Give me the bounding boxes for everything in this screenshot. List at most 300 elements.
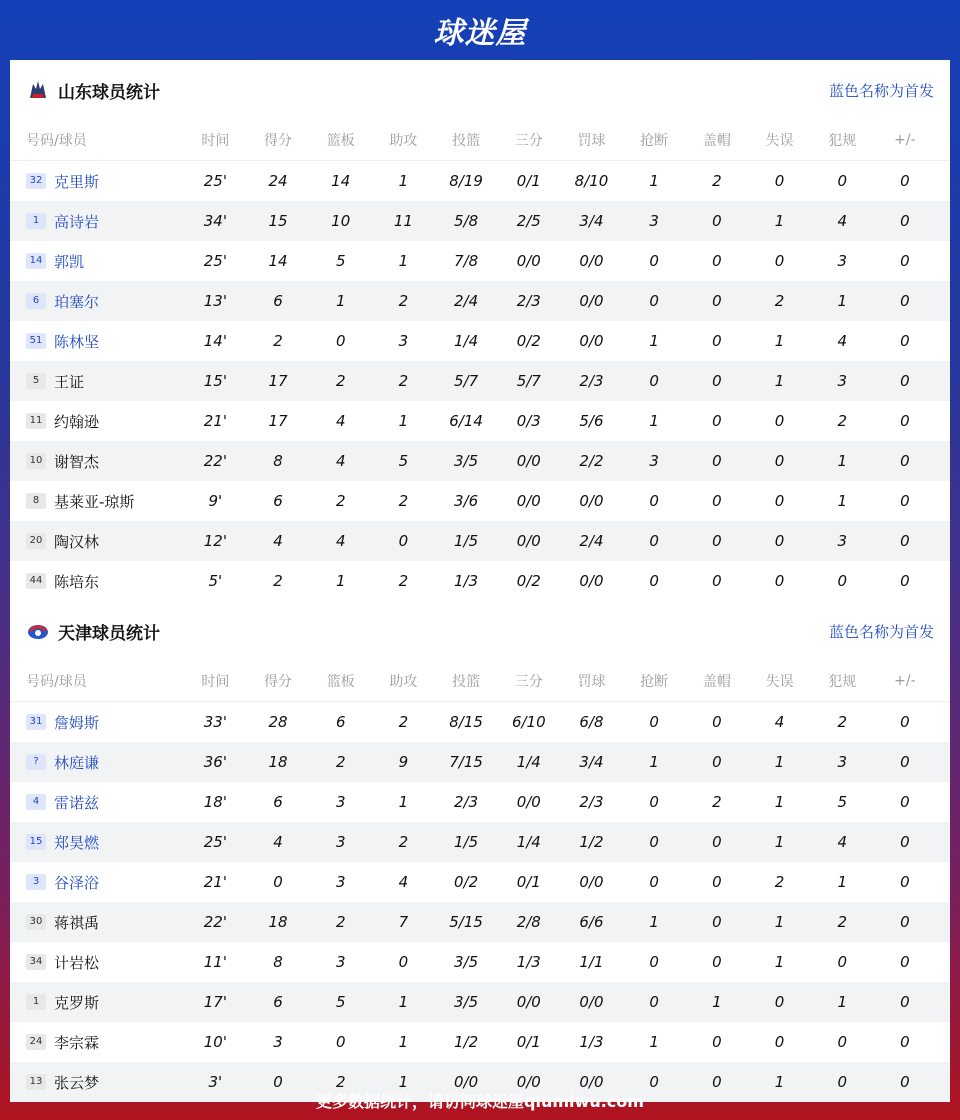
stat-cell: 0 (712, 873, 722, 891)
player-cell (10, 1032, 184, 1053)
stat-cell: 6 (335, 713, 346, 731)
jersey-number: 10 (26, 453, 46, 469)
stat-cell: 25' (203, 833, 227, 851)
stat-cell: 0 (774, 412, 785, 430)
stat-cell: 1/3 (579, 1033, 604, 1051)
stat-cell: 0 (649, 1073, 659, 1091)
stat-cell: 0/0 (516, 993, 541, 1011)
stat-cell: 1 (774, 332, 785, 350)
stat-cell: 2 (398, 372, 409, 390)
stat-cell: 1 (398, 412, 409, 430)
stat-cell: 0 (900, 873, 910, 891)
stat-cell: 0 (900, 212, 910, 230)
player-cell (10, 712, 184, 733)
player-name: 陈培东 (54, 572, 100, 591)
stat-cell: 0 (712, 292, 722, 310)
player-cell (10, 371, 184, 392)
stat-cell: 0/1 (516, 172, 541, 190)
stat-cell: 5 (398, 452, 409, 470)
stat-cell: 24 (268, 172, 288, 190)
player-row (10, 201, 950, 241)
player-cell (10, 531, 184, 552)
column-header: 失误 (765, 133, 794, 149)
stat-cell: 3 (335, 793, 346, 811)
column-header: 助攻 (389, 133, 418, 149)
stat-cell: 9 (398, 753, 409, 771)
stat-cell: 3 (837, 532, 847, 550)
column-header: 三分 (514, 674, 543, 690)
stat-cell: 0 (900, 332, 910, 350)
stat-cell: 3/4 (579, 753, 604, 771)
stat-cell: 6/10 (511, 713, 546, 731)
stat-cell: 25' (203, 172, 227, 190)
stat-cell: 0 (712, 713, 722, 731)
stat-cell: 1/3 (516, 953, 541, 971)
stat-cell: 8/19 (449, 172, 483, 190)
stat-cell: 0 (398, 532, 409, 550)
stat-cell: 2 (837, 913, 847, 931)
stat-cell: 5' (208, 572, 223, 590)
stat-cell: 2 (398, 833, 409, 851)
stat-cell: 0/0 (579, 292, 604, 310)
stat-cell: 1 (774, 212, 785, 230)
column-header: 罚球 (577, 133, 606, 149)
stat-cell: 2 (837, 713, 847, 731)
stat-cell: 4 (837, 833, 847, 851)
top-banner (0, 0, 960, 60)
stat-cell: 14' (203, 332, 227, 350)
stat-cell: 22' (203, 452, 227, 470)
stat-cell: 0/0 (516, 492, 541, 510)
stat-cell: 0 (335, 1033, 346, 1051)
jersey-number: ? (26, 754, 46, 770)
stat-cell: 17 (268, 412, 288, 430)
player-row (10, 561, 950, 601)
stat-cell: 3 (649, 452, 659, 470)
player-row (10, 241, 950, 281)
player-name[interactable]: 高诗岩 (54, 212, 100, 231)
stat-cell: 0 (712, 913, 722, 931)
stat-cell: 4 (837, 212, 847, 230)
stat-cell: 0 (712, 492, 722, 510)
stat-cell: 13' (203, 292, 227, 310)
jersey-number: 4 (26, 794, 46, 810)
stat-cell: 1 (837, 993, 847, 1011)
jersey-number: 1 (26, 994, 46, 1010)
stat-cell: 0/2 (516, 572, 541, 590)
stat-cell: 0/0 (516, 1073, 541, 1091)
stat-cell: 25' (203, 252, 227, 270)
stat-cell: 0 (712, 452, 722, 470)
column-header: 盖帽 (702, 674, 731, 690)
stat-cell: 1 (398, 252, 409, 270)
stat-cell: 1 (398, 1033, 409, 1051)
column-header: 抢断 (640, 674, 669, 690)
stat-cell: 3 (398, 332, 409, 350)
player-cell (10, 491, 184, 512)
player-name: 张云梦 (54, 1073, 100, 1092)
stat-cell: 1 (398, 172, 409, 190)
stat-cell: 5 (837, 793, 847, 811)
stat-cell: 36' (203, 753, 227, 771)
stat-cell: 0 (649, 252, 659, 270)
stat-cell: 2/3 (579, 372, 604, 390)
stat-cell: 11' (203, 953, 227, 971)
player-name: 基莱亚-琼斯 (54, 492, 135, 511)
stat-cell: 11 (393, 212, 413, 230)
player-row (10, 822, 950, 862)
stat-cell: 28 (268, 713, 288, 731)
stat-cell: 1 (335, 572, 346, 590)
stat-cell: 0/0 (579, 1073, 604, 1091)
jersey-number: 30 (26, 914, 46, 930)
stat-cell: 3 (335, 833, 346, 851)
jersey-number: 32 (26, 173, 46, 189)
stat-cell: 2 (837, 412, 847, 430)
stat-cell: 1/2 (579, 833, 604, 851)
player-name[interactable]: 郑昊燃 (54, 833, 100, 852)
stat-cell: 18 (268, 753, 288, 771)
player-name[interactable]: 郭凯 (54, 252, 85, 271)
stat-cell: 0/3 (516, 412, 541, 430)
stat-cell: 0 (900, 492, 910, 510)
player-name[interactable]: 陈林坚 (54, 332, 100, 351)
player-row (10, 441, 950, 481)
stat-cell: 1 (774, 753, 785, 771)
stat-cell: 12' (203, 532, 227, 550)
stat-cell: 1 (837, 873, 847, 891)
stat-cell: 0 (900, 793, 910, 811)
stat-cell: 0 (712, 1073, 722, 1091)
stat-cell: 0 (837, 1073, 847, 1091)
team-section-title: 山东球员统计 (58, 82, 160, 103)
stat-cell: 3/4 (579, 212, 604, 230)
stat-cell: 1 (837, 292, 847, 310)
stat-cell: 1 (649, 1033, 659, 1051)
stat-cell: 17' (203, 993, 227, 1011)
jersey-number: 24 (26, 1034, 46, 1050)
stat-cell: 0 (712, 372, 722, 390)
stat-cell: 2/4 (454, 292, 479, 310)
stat-cell: 21' (203, 412, 227, 430)
player-name[interactable]: 珀塞尔 (54, 292, 100, 311)
stat-cell: 2 (398, 292, 409, 310)
column-header: 投篮 (452, 674, 481, 690)
stat-cell: 1 (837, 492, 847, 510)
stat-cell: 0 (774, 252, 785, 270)
stat-cell: 0 (712, 753, 722, 771)
player-name[interactable]: 林庭谦 (54, 753, 100, 772)
player-name[interactable]: 雷诺兹 (54, 793, 100, 812)
stat-cell: 8 (273, 953, 283, 971)
stat-cell: 3/5 (454, 953, 479, 971)
stat-cell: 4 (335, 532, 346, 550)
player-row (10, 862, 950, 902)
player-row (10, 521, 950, 561)
stat-cell: 0/0 (516, 793, 541, 811)
stat-cell: 2 (335, 492, 346, 510)
stat-cell: 14 (268, 252, 288, 270)
stat-cell: 0 (712, 532, 722, 550)
stat-cell: 1 (398, 993, 409, 1011)
stat-cell: 1 (774, 953, 785, 971)
stat-cell: 6/14 (449, 412, 483, 430)
stat-cell: 5 (335, 993, 346, 1011)
column-header: 犯规 (828, 674, 857, 690)
stat-cell: 2 (774, 292, 785, 310)
column-header: +/- (894, 673, 916, 689)
stat-cell: 0/0 (516, 252, 541, 270)
jersey-number: 1 (26, 213, 46, 229)
stat-cell: 5/6 (579, 412, 604, 430)
stat-cell: 1 (398, 1073, 409, 1091)
column-header: 篮板 (326, 133, 355, 149)
player-name: 王证 (54, 372, 85, 391)
stat-cell: 0 (837, 953, 847, 971)
stat-cell: 1 (649, 172, 659, 190)
shandong-team-logo-icon (26, 78, 50, 102)
starter-legend-note: 蓝色名称为首发 (828, 81, 934, 100)
stat-cell: 9' (208, 492, 223, 510)
stat-cell: 0 (900, 452, 910, 470)
stat-cell: 2/3 (454, 793, 479, 811)
stat-cell: 1 (774, 793, 785, 811)
stat-cell: 0 (900, 292, 910, 310)
stat-cell: 4 (398, 873, 409, 891)
column-header: 犯规 (828, 133, 857, 149)
stat-cell: 0 (900, 713, 910, 731)
stat-cell: 1/5 (454, 833, 479, 851)
player-name: 李宗霖 (54, 1033, 100, 1052)
stat-cell: 3 (837, 372, 847, 390)
stat-cell: 0 (649, 833, 659, 851)
stat-cell: 0 (837, 172, 847, 190)
stat-cell: 1/4 (454, 332, 479, 350)
stat-cell: 5/7 (454, 372, 479, 390)
stat-cell: 1 (649, 412, 659, 430)
jersey-number: 20 (26, 533, 46, 549)
stat-cell: 0 (900, 172, 910, 190)
stat-cell: 6 (273, 292, 283, 310)
player-cell (10, 832, 184, 853)
stat-cell: 2/3 (579, 793, 604, 811)
stat-cell: 0 (900, 412, 910, 430)
stat-cell: 0 (649, 492, 659, 510)
stat-cell: 0 (649, 793, 659, 811)
column-header-row (10, 120, 950, 161)
stat-cell: 0/0 (579, 873, 604, 891)
stat-cell: 6 (273, 492, 283, 510)
stat-cell: 0 (712, 953, 722, 971)
team-section (10, 60, 950, 601)
player-name: 约翰逊 (54, 412, 100, 431)
stat-cell: 0 (837, 572, 847, 590)
stat-cell: 6/8 (579, 713, 604, 731)
stat-cell: 2 (712, 793, 722, 811)
stat-cell: 0 (712, 332, 722, 350)
stat-cell: 2 (335, 372, 346, 390)
stat-cell: 0 (774, 993, 785, 1011)
stat-cell: 2 (335, 1073, 346, 1091)
jersey-number: 31 (26, 714, 46, 730)
player-name: 克罗斯 (54, 993, 100, 1012)
player-cell (10, 912, 184, 933)
stat-cell: 0 (900, 753, 910, 771)
column-header: 篮板 (326, 674, 355, 690)
stat-cell: 0 (900, 532, 910, 550)
stat-cell: 14 (331, 172, 351, 190)
stat-cell: 1/1 (579, 953, 604, 971)
player-name[interactable]: 谷泽浴 (54, 873, 100, 892)
stat-cell: 0 (649, 292, 659, 310)
stat-cell: 0 (900, 1073, 910, 1091)
stat-cell: 4 (335, 412, 346, 430)
stat-cell: 0 (649, 572, 659, 590)
player-name: 蒋祺禹 (54, 913, 100, 932)
stat-cell: 3 (837, 753, 847, 771)
column-header: 失误 (765, 674, 794, 690)
stat-cell: 1 (649, 753, 659, 771)
stat-cell: 5/8 (454, 212, 479, 230)
site-logo: 球迷屋 (433, 16, 527, 51)
stat-cell: 1 (398, 793, 409, 811)
stat-cell: 0 (649, 993, 659, 1011)
column-header: 得分 (264, 674, 293, 690)
stat-cell: 6 (273, 993, 283, 1011)
stat-cell: 0/2 (454, 873, 479, 891)
team-section-header (10, 60, 950, 120)
stat-cell: 21' (203, 873, 227, 891)
column-header: 号码/球员 (26, 674, 87, 690)
player-name[interactable]: 克里斯 (54, 172, 100, 191)
stat-cell: 0 (649, 532, 659, 550)
stat-cell: 0 (900, 372, 910, 390)
tianjin-team-logo-icon (26, 619, 50, 643)
stat-cell: 6 (273, 793, 283, 811)
player-name[interactable]: 詹姆斯 (54, 713, 100, 732)
stat-cell: 5 (335, 252, 346, 270)
player-cell (10, 331, 184, 352)
team-section-header (10, 601, 950, 661)
stat-cell: 2/3 (516, 292, 541, 310)
stat-cell: 0/0 (579, 332, 604, 350)
jersey-number: 11 (26, 413, 46, 429)
stat-cell: 0 (774, 172, 785, 190)
stat-cell: 0 (273, 873, 283, 891)
column-header: 盖帽 (702, 133, 731, 149)
stat-cell: 0 (900, 252, 910, 270)
stat-cell: 22' (203, 913, 227, 931)
stat-cell: 17 (268, 372, 288, 390)
player-cell (10, 211, 184, 232)
column-header: 得分 (264, 133, 293, 149)
stat-cell: 33' (203, 713, 227, 731)
stat-cell: 10 (331, 212, 351, 230)
stat-cell: 6/6 (579, 913, 604, 931)
stat-cell: 3 (335, 953, 346, 971)
team-section-title: 天津球员统计 (58, 623, 160, 644)
stat-cell: 5/7 (516, 372, 541, 390)
stat-cell: 5/15 (449, 913, 483, 931)
stat-cell: 1 (774, 372, 785, 390)
stat-cell: 7/15 (449, 753, 483, 771)
stat-cell: 0/0 (579, 572, 604, 590)
footer-banner (0, 1080, 960, 1120)
stat-cell: 7/8 (454, 252, 479, 270)
stat-cell: 8 (273, 452, 283, 470)
stat-cell: 0/0 (579, 252, 604, 270)
stat-cell: 0/1 (516, 873, 541, 891)
stat-cell: 0 (774, 1033, 785, 1051)
player-cell (10, 792, 184, 813)
player-cell (10, 451, 184, 472)
stat-cell: 0 (774, 492, 785, 510)
player-name: 计岩松 (54, 953, 100, 972)
stat-cell: 2 (335, 913, 346, 931)
stat-cell: 0/0 (454, 1073, 479, 1091)
stat-cell: 0/2 (516, 332, 541, 350)
stat-cell: 18 (268, 913, 288, 931)
stat-cell: 1 (649, 913, 659, 931)
jersey-number: 15 (26, 834, 46, 850)
column-header: 投篮 (452, 133, 481, 149)
column-header: 抢断 (640, 133, 669, 149)
stat-cell: 0/0 (516, 452, 541, 470)
player-row (10, 902, 950, 942)
stat-cell: 0/0 (579, 993, 604, 1011)
stat-cell: 1 (774, 913, 785, 931)
player-cell (10, 872, 184, 893)
jersey-number: 13 (26, 1074, 46, 1090)
jersey-number: 44 (26, 573, 46, 589)
stat-cell: 2/2 (579, 452, 604, 470)
player-row (10, 161, 950, 201)
stat-cell: 0 (712, 1033, 722, 1051)
column-header: +/- (894, 132, 916, 148)
stat-cell: 4 (335, 452, 346, 470)
column-header-row (10, 661, 950, 702)
stat-cell: 3/5 (454, 452, 479, 470)
stat-cell: 2/8 (516, 913, 541, 931)
player-row (10, 742, 950, 782)
jersey-number: 51 (26, 333, 46, 349)
stat-cell: 0 (712, 833, 722, 851)
stat-cell: 18' (203, 793, 227, 811)
stat-cell: 0 (712, 572, 722, 590)
team-section (10, 601, 950, 1102)
jersey-number: 8 (26, 493, 46, 509)
stat-cell: 0 (774, 452, 785, 470)
player-row (10, 481, 950, 521)
stat-cell: 0 (837, 1033, 847, 1051)
stat-cell: 3 (649, 212, 659, 230)
player-name: 陶汉林 (54, 532, 100, 551)
stat-cell: 0 (774, 532, 785, 550)
player-row (10, 782, 950, 822)
player-cell (10, 411, 184, 432)
player-row (10, 1022, 950, 1062)
stat-cell: 0 (398, 953, 409, 971)
stat-cell: 4 (774, 713, 785, 731)
stat-cell: 0 (900, 913, 910, 931)
starter-legend-note: 蓝色名称为首发 (828, 622, 934, 641)
stat-cell: 10' (203, 1033, 227, 1051)
stat-cell: 0 (335, 332, 346, 350)
stat-cell: 0 (900, 1033, 910, 1051)
player-row (10, 401, 950, 441)
player-row (10, 982, 950, 1022)
column-header: 三分 (514, 133, 543, 149)
